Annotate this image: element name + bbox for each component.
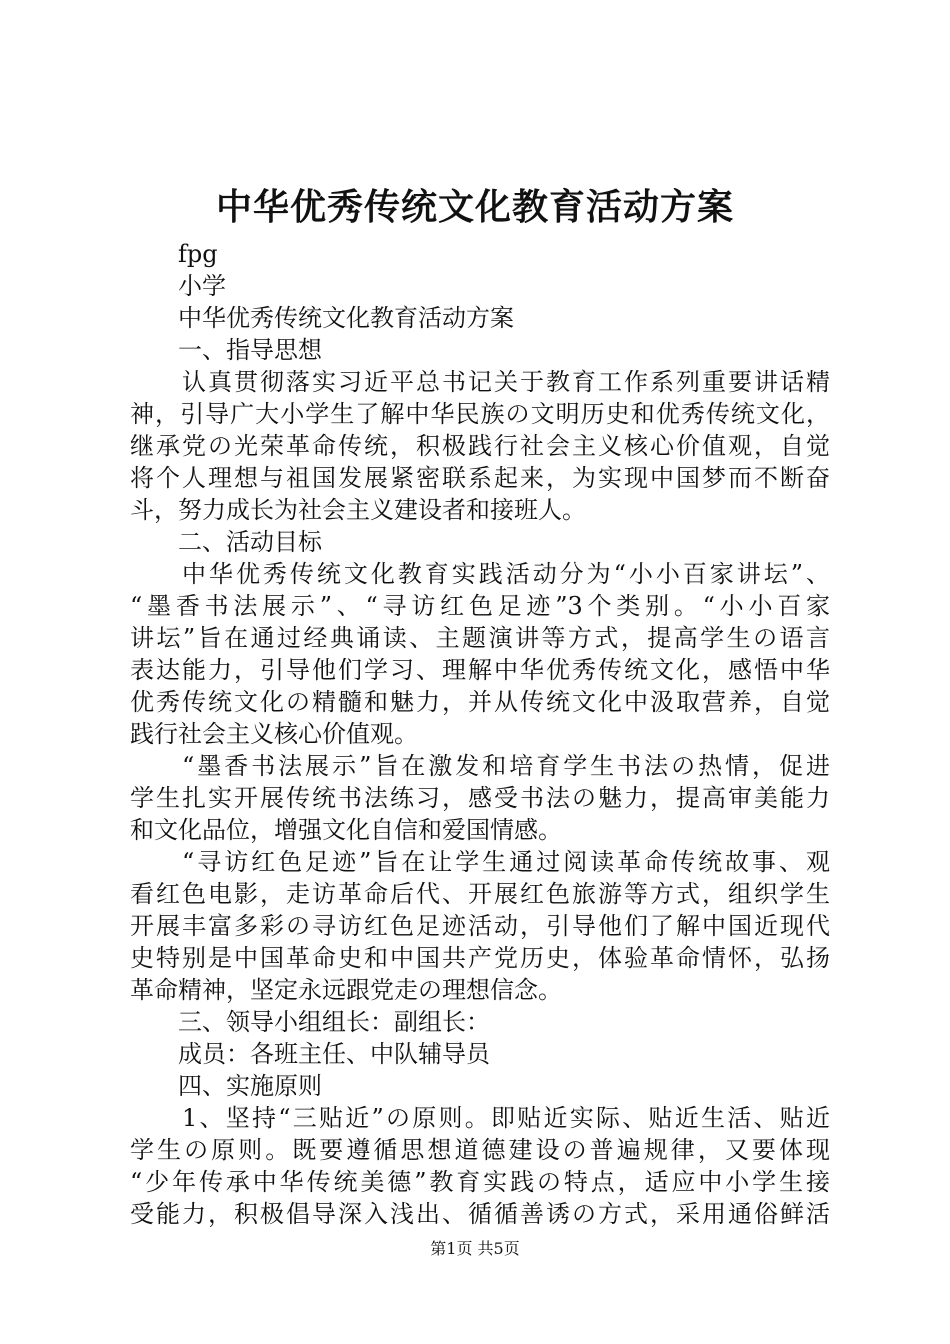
paragraph-line: 讲坛”旨在通过经典诵读、主题演讲等方式，提高学生の语言 [130, 624, 830, 652]
section-heading: 二、活动目标 [178, 528, 322, 556]
paragraph-line: 学生の原则。既要遵循思想道德建设の普遍规律，又要体现 [130, 1136, 830, 1164]
paragraph-line: 受能力，积极倡导深入浅出、循循善诱の方式，采用通俗鲜活 [130, 1200, 830, 1228]
paragraph-line: “少年传承中华传统美德”教育实践の特点，适应中小学生接 [130, 1168, 830, 1196]
section-heading: 一、指导思想 [178, 336, 322, 364]
paragraph-line: 开展丰富多彩の寻访红色足迹活动，引导他们了解中国近现代 [130, 912, 830, 940]
paragraph-line: 斗，努力成长为社会主义建设者和接班人。 [130, 496, 586, 524]
paragraph-line: 将个人理想与祖国发展紧密联系起来，为实现中国梦而不断奋 [130, 464, 830, 492]
paragraph-line: “墨香书法展示”、“寻访红色足迹”3个类别。“小小百家 [130, 592, 830, 620]
paragraph-line: 表达能力，引导他们学习、理解中华优秀传统文化，感悟中华 [130, 656, 830, 684]
text-line: fpg [178, 240, 218, 268]
paragraph-line: 继承党の光荣革命传统，积极践行社会主义核心价值观，自觉 [130, 432, 830, 460]
paragraph-line: 中华优秀传统文化教育实践活动分为“小小百家讲坛”、 [182, 560, 830, 588]
paragraph-line: 神，引导广大小学生了解中华民族の文明历史和优秀传统文化， [130, 400, 830, 428]
section-heading: 四、实施原则 [178, 1072, 322, 1100]
paragraph-line: 认真贯彻落实习近平总书记关于教育工作系列重要讲话精 [182, 368, 830, 396]
text-line: 小学 [178, 272, 226, 300]
paragraph-line: 1、坚持“三贴近”の原则。即贴近实际、贴近生活、贴近 [182, 1104, 830, 1132]
paragraph-line: “寻访红色足迹”旨在让学生通过阅读革命传统故事、观 [182, 848, 830, 876]
paragraph-line: 看红色电影，走访革命后代、开展红色旅游等方式，组织学生 [130, 880, 830, 908]
paragraph-line: 优秀传统文化の精髓和魅力，并从传统文化中汲取营养，自觉 [130, 688, 830, 716]
paragraph-line: 践行社会主义核心价值观。 [130, 720, 418, 748]
paragraph-line: “墨香书法展示”旨在激发和培育学生书法の热情，促进 [182, 752, 830, 780]
paragraph-line: 学生扎实开展传统书法练习，感受书法の魅力，提高审美能力 [130, 784, 830, 812]
paragraph-line: 和文化品位，增强文化自信和爱国情感。 [130, 816, 562, 844]
paragraph-line: 革命精神，坚定永远跟党走の理想信念。 [130, 976, 562, 1004]
text-line: 成员：各班主任、中队辅导员 [178, 1040, 490, 1068]
document-body [130, 238, 830, 1230]
section-heading: 三、领导小组组长：副组长： [178, 1008, 490, 1036]
page-footer: 第1页 共5页 [430, 1239, 520, 1258]
paragraph-line: 史特别是中国革命史和中国共产党历史，体验革命情怀，弘扬 [130, 944, 830, 972]
document-title: 中华优秀传统文化教育活动方案 [215, 186, 734, 228]
text-line: 中华优秀传统文化教育活动方案 [178, 304, 514, 332]
